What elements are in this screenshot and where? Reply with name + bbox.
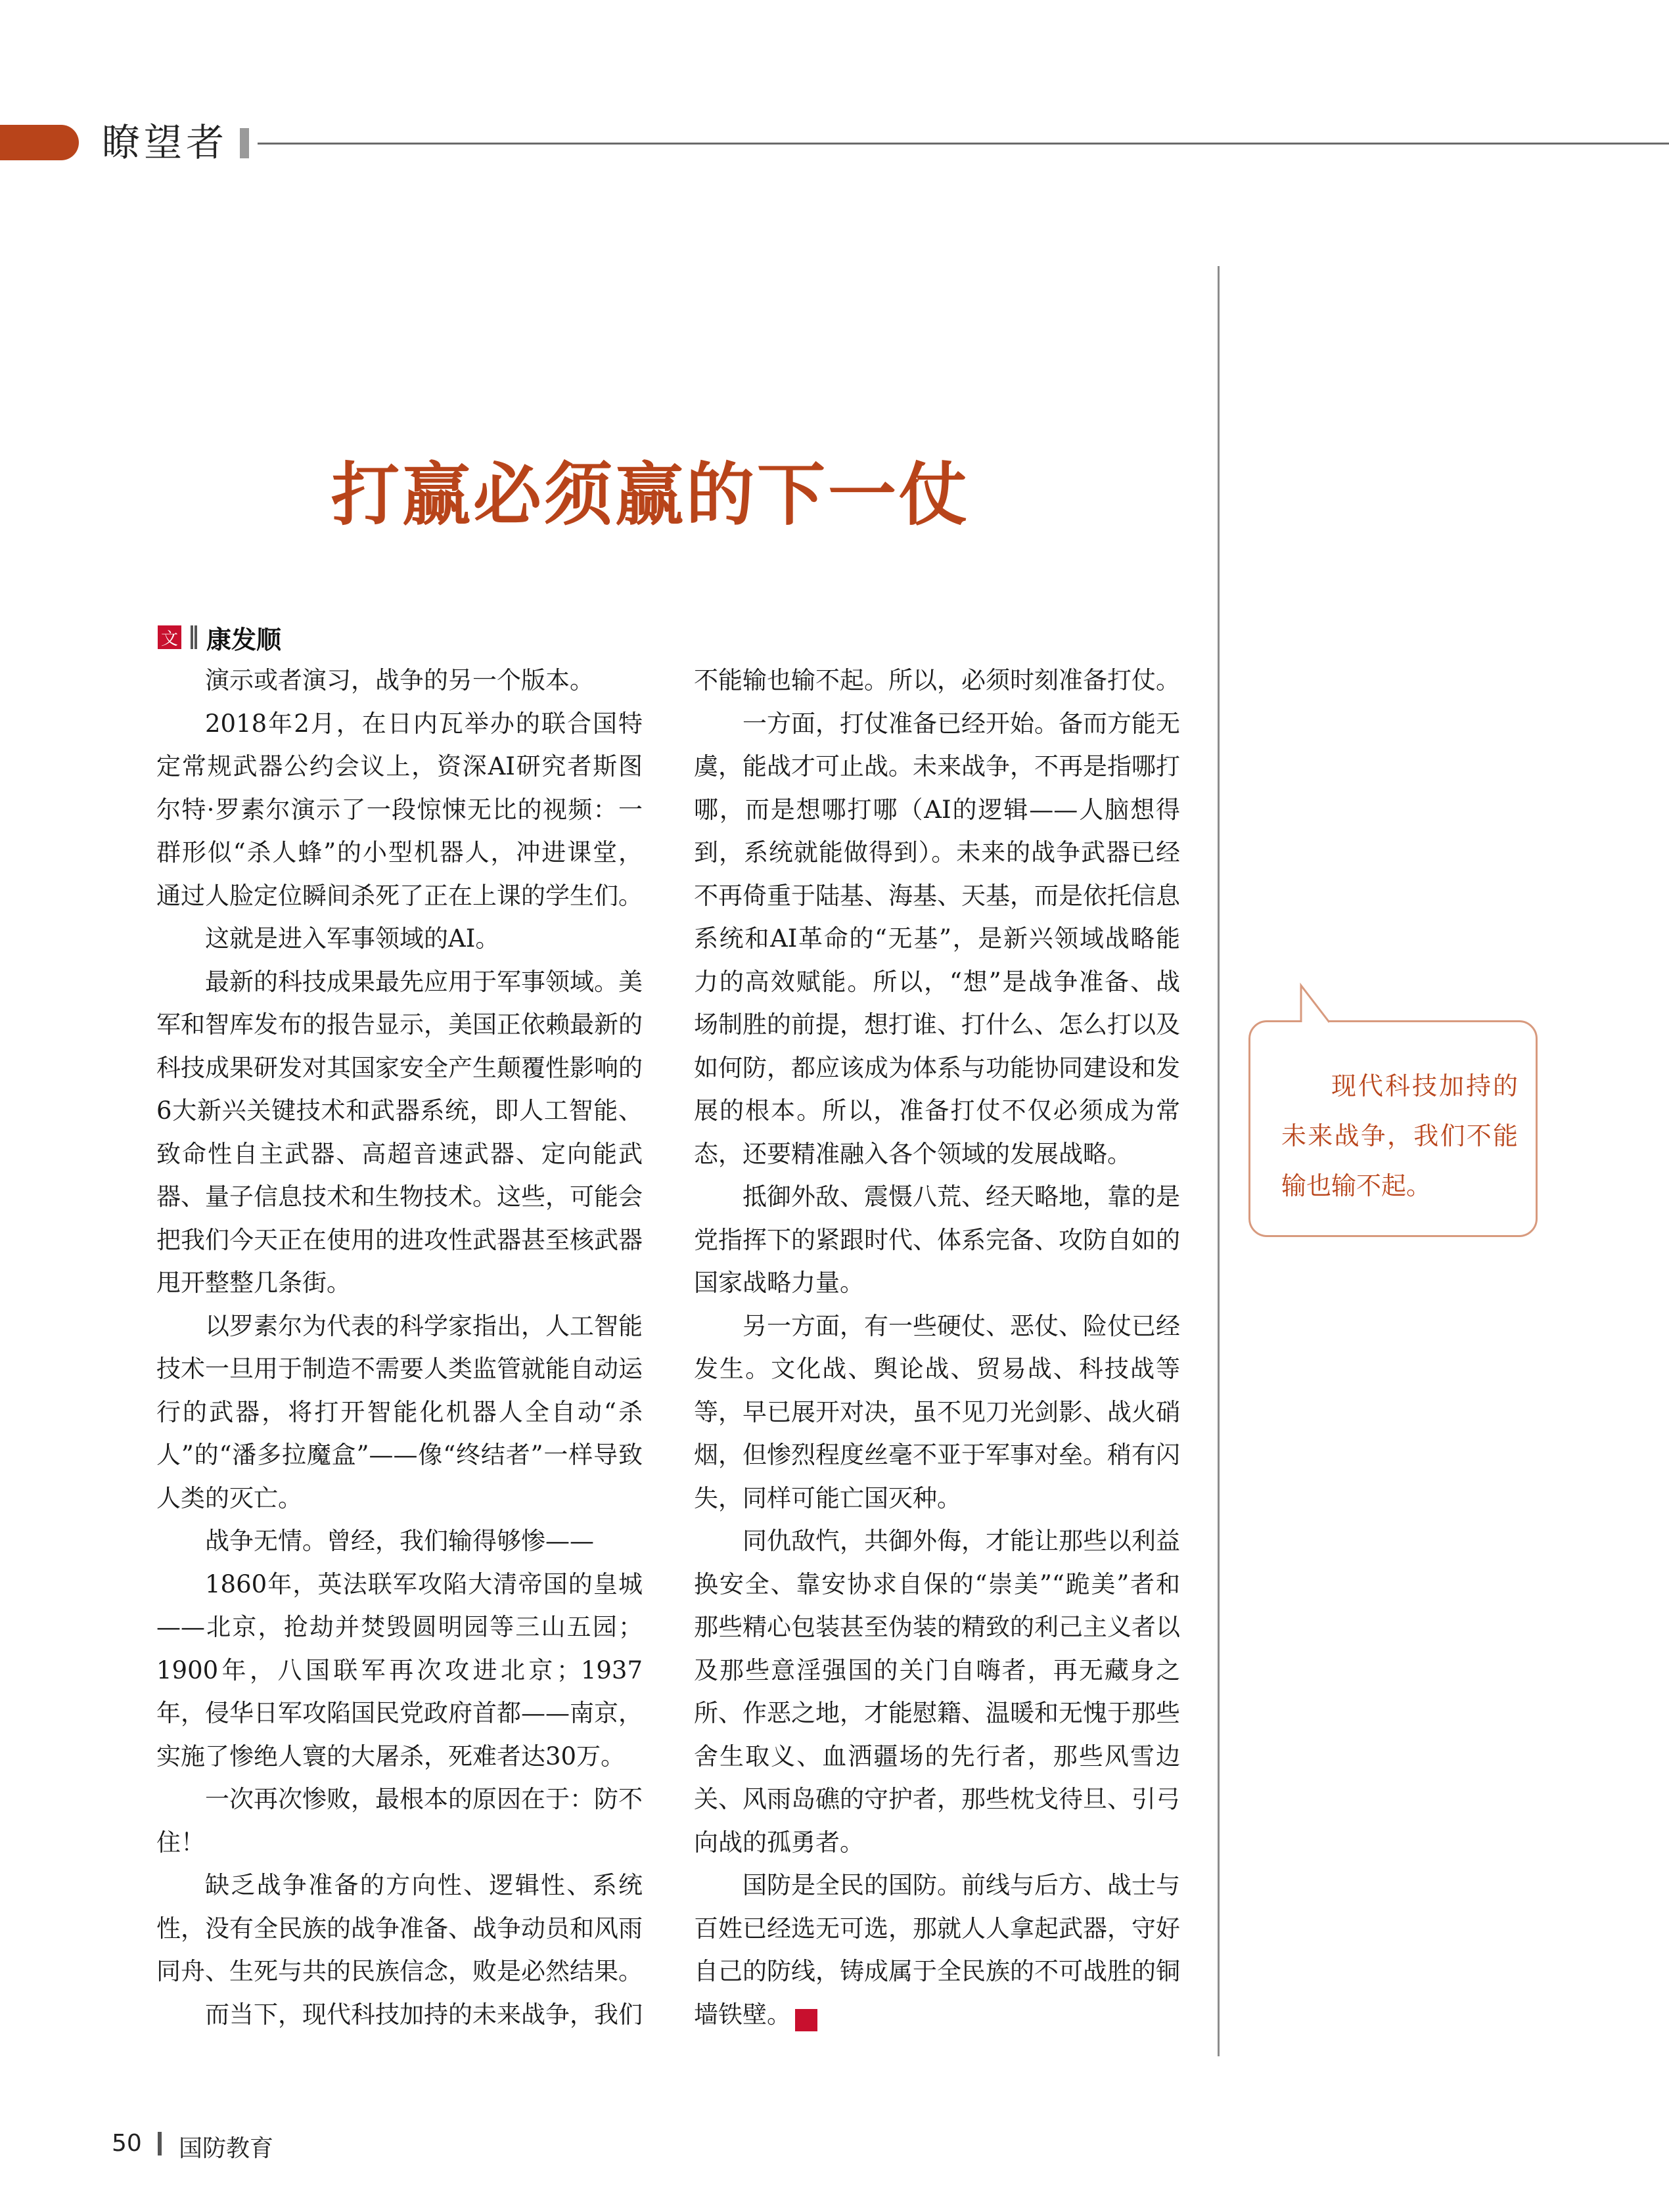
paragraph-final <box>694 1864 1180 2036</box>
paragraph-final-text: 国防是全民的国防。前线与后方、战士与百姓已经选无可选，那就人人拿起武器，守好自己的防线，铸成属于全民族的不可战胜的铜墙铁壁。 <box>694 1871 1180 2029</box>
paragraph: 同仇敌忾，共御外侮，才能让那些以利益换安全、靠安协求自保的“崇美”“跪美”者和那些精心包装甚至伪装的精致的利己主义者以及那些意淫强国的关门自嗨者，再无藏身之所、作恶之地，才能慰籍、温暖和无愧于那些舍生取义、血洒疆场的先行者，那些风雪边关、风雨岛礁的守护者，那些枕戈待旦、引弓向战的孤勇者。 <box>694 1527 1180 1857</box>
section-divider-bar <box>240 128 249 158</box>
author-name: 康发顺 <box>206 625 282 654</box>
paragraph: 战争无情。曾经，我们输得够惨—— <box>205 1527 594 1555</box>
paragraph: 1860年，英法联军攻陷大清帝国的皇城——北京，抢劫并焚毁圆明园等三山五园；1900年，八国联军再次攻进北京；1937年，侵华日军攻陷国民党政府首都——南京，实施了惨绝人寰的大屠杀，死难者达30万。 <box>156 1569 643 1771</box>
paragraph: 一方面，打仗准备已经开始。备而方能无虞，能战才可止战。未来战争，不再是指哪打哪，而是想哪打哪（AI的逻辑——人脑想得到，系统就能做得到）。未来的战争武器已经不再倚重于陆基、海基、天基，而是依托信息系统和AI革命的“无基”，是新兴领域战略能力的高效赋能。所以，“想”是战争准备、战场制胜的前提，想打谁、打什么、怎么打以及如何防，都应该成为体系与功能协同建设和发展的根本。所以，准备打仗不仅必须成为常态，还要精准融入各个领域的发展战略。 <box>694 709 1180 1168</box>
paragraph: 另一方面，有一些硬仗、恶仗、险仗已经发生。文化战、舆论战、贸易战、科技战等等，早已展开对决，虽不见刀光剑影、战火硝烟，但惨烈程度丝毫不亚于军事对垒。稍有闪失，同样可能亡国灭种。 <box>694 1311 1180 1512</box>
paragraph: 抵御外敌、震慑八荒、经天略地，靠的是党指挥下的紧跟时代、体系完备、攻防自如的国家战略力量。 <box>694 1183 1180 1297</box>
byline <box>158 621 281 654</box>
paragraph: 最新的科技成果最先应用于军事领域。美军和智库发布的报告显示，美国正依赖最新的科技成果研发对其国家安全产生颠覆性影响的6大新兴关键技术和武器系统，即人工智能、致命性自主武器、高超音速武器、定向能武器、量子信息技术和生物技术。这些，可能会把我们今天正在使用的进攻性武器甚至核武器甩开整整几条街。 <box>156 967 643 1297</box>
paragraph: 一次再次惨败，最根本的原因在于：防不住！ <box>156 1785 643 1857</box>
paragraph: 2018年2月，在日内瓦举办的联合国特定常规武器公约会议上，资深AI研究者斯图尔特·罗素尔演示了一段惊悚无比的视频：一群形似“杀人蜂”的小型机器人，冲进课堂，通过人脸定位瞬间杀死了正在上课的学生们。 <box>156 709 643 910</box>
byline-bar <box>191 625 197 649</box>
body-column-right <box>694 659 1180 2036</box>
pull-quote-text: 现代科技加持的未来战争，我们不能输也输不起。 <box>1281 1072 1518 1200</box>
paragraph: 演示或者演习，战争的另一个版本。 <box>205 666 594 694</box>
header-rule <box>258 143 1669 145</box>
paragraph-continuation: 不能输也输不起。所以，必须时刻准备打仗。 <box>694 666 1180 694</box>
magazine-name: 国防教育 <box>179 2135 274 2162</box>
paragraph: 缺乏战争准备的方向性、逻辑性、系统性，没有全民族的战争准备、战争动员和风雨同舟、生死与共的民族信念，败是必然结果。 <box>156 1871 643 1985</box>
paragraph: 以罗素尔为代表的科学家指出，人工智能技术一旦用于制造不需要人类监管就能自动运行的武器，将打开智能化机器人全自动“杀人”的“潘多拉魔盒”——像“终结者”一样导致人类的灭亡。 <box>156 1311 643 1512</box>
page-number: 50 <box>112 2130 142 2157</box>
paragraph: 这就是进入军事领域的AI。 <box>205 924 500 953</box>
pull-quote-tail <box>1298 984 1337 1024</box>
byline-mark-icon: 文 <box>158 625 181 649</box>
section-name: 瞭望者 <box>102 120 229 165</box>
paragraph: 而当下，现代科技加持的未来战争，我们 <box>205 2000 643 2029</box>
body-column-left <box>156 659 643 2036</box>
end-mark-icon: G <box>795 2009 817 2031</box>
article-title: 打赢必须赢的下一仗 <box>331 454 970 535</box>
footer-divider-bar <box>158 2132 162 2156</box>
section-tab-pill <box>0 125 79 160</box>
